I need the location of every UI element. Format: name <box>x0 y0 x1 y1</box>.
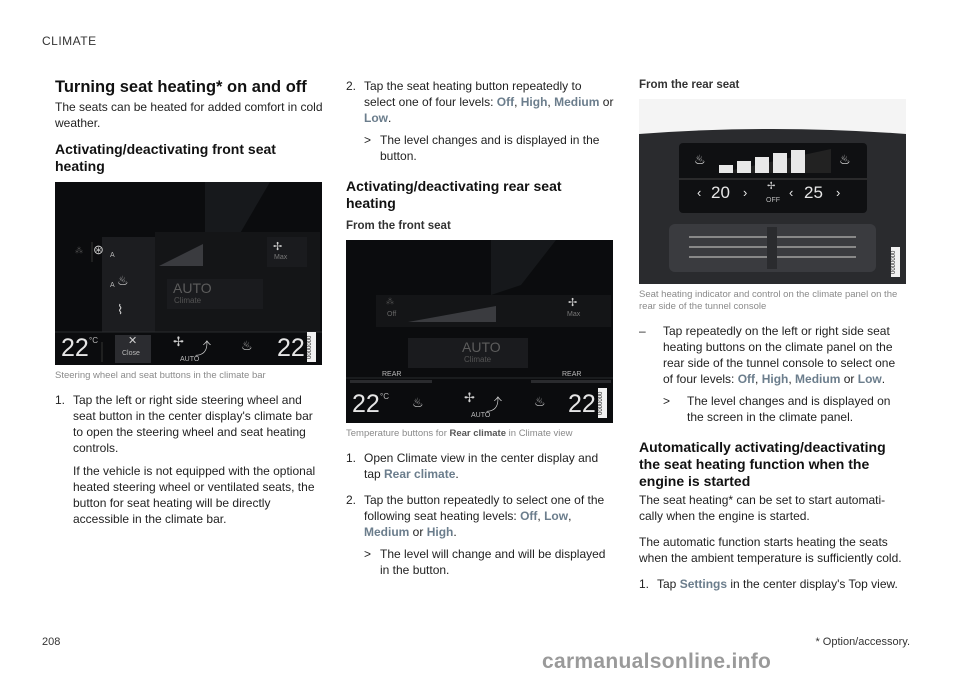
panel-off-label: OFF <box>766 197 780 204</box>
rear-airflow-icon[interactable]: ⤴ <box>486 397 503 414</box>
airflow-icon[interactable]: ⤴ <box>195 341 212 358</box>
rear-fan-small-icon[interactable]: ✢ <box>464 390 475 405</box>
step-text: Tap the seat heating button repeatedly to select one of four levels: Off, High, Medium or Low. <box>364 79 614 125</box>
intro-paragraph: The seats can be heated for added comfort in cold weather. <box>55 100 323 130</box>
rear-seat-heat-right-icon[interactable]: ♨ <box>534 394 546 409</box>
figure-front-climate-bar <box>55 182 322 365</box>
caption-2: Temperature buttons for Rear climate in Climate view <box>346 428 573 439</box>
rear-fan-icon[interactable]: ✢ <box>568 297 578 309</box>
rear-right-seat-heat-icon[interactable]: ♨ <box>839 152 851 167</box>
seat-heat-right-icon[interactable]: ♨ <box>241 338 253 353</box>
step-2 <box>346 78 614 164</box>
column-2 <box>346 78 614 578</box>
rear-climate-label: Climate <box>464 355 492 364</box>
close-label: Close <box>122 350 140 357</box>
image-code: 0000000 <box>307 332 316 362</box>
steering-wheel-heat-icon[interactable]: ⊛ <box>93 242 104 257</box>
rear-temp-left[interactable]: 22 <box>352 390 380 418</box>
step-result: > The level changes and is displayed in the button. <box>364 133 600 163</box>
rear-auto-label: AUTO <box>462 339 501 355</box>
heading-front-seat: Activating/deactivating front seat heating <box>55 141 276 174</box>
seat-vent-icon[interactable]: ⌇ <box>117 302 124 317</box>
panel-temp-left: 20 <box>711 183 730 202</box>
close-icon[interactable]: ✕ <box>128 335 138 347</box>
caption-1: Steering wheel and seat buttons in the climate bar <box>55 370 266 381</box>
rear-fan-max-label: Max <box>567 311 581 318</box>
step-text: Tap the left or right side steering wheel and seat button in the center display's climate bar to open the steering wheel and seat heating controls. <box>73 393 313 455</box>
rear-step-result: > The level will change and will be displayed in the button. <box>364 547 606 577</box>
rear-defrost-icon: ⁂ <box>386 297 394 306</box>
rear-left-seat-heat-icon[interactable]: ♨ <box>694 152 706 167</box>
auto-paragraph-2: The automatic function starts heating the seats when the ambient temperature is sufficiently cold. <box>639 535 902 565</box>
column-1 <box>55 78 323 527</box>
auto-label: AUTO <box>173 280 212 296</box>
column-3 <box>639 78 907 592</box>
settings-link: Settings <box>679 577 728 591</box>
footnote: * Option/accessory. <box>815 636 910 648</box>
rear-left-label: REAR <box>382 371 402 378</box>
temp-unit: °C <box>89 336 98 345</box>
auto-paragraph-1: The seat heating* can be set to start automati-cally when the engine is started. <box>639 493 886 523</box>
rear-panel-instruction: – Tap repeatedly on the left or right side seat heating buttons on the climate panel on the rear side of the tunnel console to select one of four levels: Off, High, Medium or Low. > The level changes and is displayed on the screen in the climate panel. <box>639 323 907 425</box>
auto-mark-2: A <box>110 282 115 289</box>
temp-left[interactable]: 22 <box>61 334 89 362</box>
figure-rear-climate-view <box>346 240 613 423</box>
defrost-icon: ⁂ <box>75 246 83 255</box>
auto-step-1: 1. Tap Settings in the center display's Top view. <box>639 577 898 591</box>
heading-automatic: Automatically activating/deactivating the seat heating function when the engine is started <box>639 439 886 489</box>
rear-right-label: REAR <box>562 371 582 378</box>
level-medium: Medium <box>554 95 600 109</box>
page-number: 208 <box>42 636 61 648</box>
seat-heat-icon[interactable]: ♨ <box>117 273 129 288</box>
rear-step-2: 2. Tap the button repeatedly to select one of the following seat heating levels: Off, Low, Medium or High. > The level will change and will be displayed in the button. <box>346 492 614 578</box>
caption-3: Seat heating indicator and control on the climate panel on the rear side of the tunnel console <box>639 289 898 312</box>
fan-small-icon[interactable]: ✢ <box>173 334 184 349</box>
rear-temp-right[interactable]: 22 <box>568 390 596 418</box>
temp-left-down-icon[interactable]: ‹ <box>697 185 702 200</box>
step-number: 1. <box>55 393 66 407</box>
panel-temp-right: 25 <box>804 183 823 202</box>
rear-temp-unit: °C <box>380 392 389 401</box>
panel-fan-icon[interactable]: ✢ <box>767 181 776 192</box>
level-off: Off <box>496 95 515 109</box>
heading-rear-seat: Activating/deactivating rear seat heating <box>346 178 562 211</box>
temp-right-up-icon[interactable]: › <box>836 185 841 200</box>
temp-right[interactable]: 22 <box>277 334 305 362</box>
page-title: Turning seat heating* on and off <box>55 78 307 96</box>
image-code: 0000000 <box>598 388 607 418</box>
rear-seat-heat-left-icon[interactable]: ♨ <box>412 395 424 410</box>
temp-left-up-icon[interactable]: › <box>743 185 748 200</box>
step-number: 2. <box>346 79 357 93</box>
watermark: carmanualsonline.info <box>542 650 772 673</box>
heading-from-rear-seat: From the rear seat <box>639 79 740 91</box>
level-low: Low <box>364 111 388 125</box>
rear-step-1: 1. Open Climate view in the center display and tap Rear climate. <box>346 451 599 481</box>
step-note: If the vehicle is not equipped with the optional heated steering wheel or ventilated seats, the button for seat heating will be directly accessible in the climate bar. <box>73 464 316 526</box>
climate-label: Climate <box>174 296 202 305</box>
auto-small-label: AUTO <box>180 356 200 363</box>
fan-max-label: Max <box>274 254 288 261</box>
heading-from-front-seat: From the front seat <box>346 220 451 232</box>
image-code: 0000000 <box>891 247 900 277</box>
level-high: High <box>520 95 548 109</box>
section-header: CLIMATE <box>42 34 97 48</box>
rear-off-label: Off <box>387 311 397 318</box>
step-1 <box>55 392 323 527</box>
figure-rear-panel <box>639 99 906 284</box>
temp-right-down-icon[interactable]: ‹ <box>789 185 794 200</box>
auto-mark-1: A <box>110 252 115 259</box>
rear-auto-small-label: AUTO <box>471 412 491 419</box>
rear-panel-result: > The level changes and is displayed on the screen in the climate panel. <box>663 394 891 424</box>
fan-icon[interactable]: ✢ <box>273 241 283 253</box>
rear-climate-link: Rear climate <box>384 467 456 481</box>
